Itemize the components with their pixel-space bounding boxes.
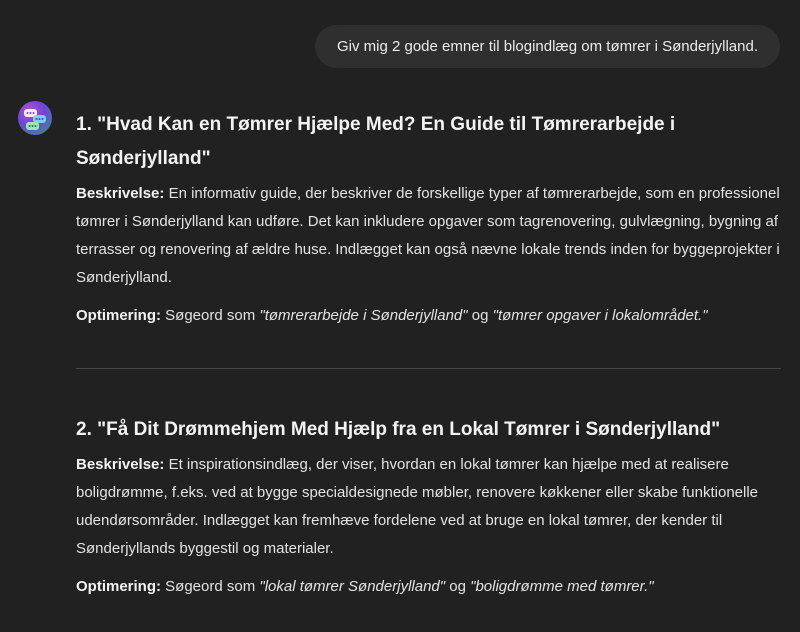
description-label: Beskrivelse:: [76, 185, 165, 202]
keyword-2: "boligdrømme med tømrer.": [470, 578, 654, 595]
optimization-label: Optimering:: [76, 307, 161, 324]
description-text: En informativ guide, der beskriver de forskellige typer af tømrerarbejde, som en professionel tømrer i Sønderjylland kan udføre. Det kan inkludere opgaver som tagrenovering, gulvlægning, bygning af terrasser og renovering af ældre huse. Indlægget kan også nævne lokale trends inden for byggeprojekter i Sønderjylland.: [76, 185, 780, 286]
chat-bubbles-icon: [18, 101, 52, 135]
topic-item-1: [76, 108, 781, 330]
description-text: Et inspirationsindlæg, der viser, hvordan en lokal tømrer kan hjælpe med at realisere boligdrømme, f.eks. ved at bygge specialdesignede møbler, renovere køkkener eller skabe funktionelle udendørsområder. Indlægget kan fremhæve fordelene ved at bruge en lokal tømrer, der kender til Sønderjyllands byggestil og materialer.: [76, 456, 759, 557]
user-message-text: Giv mig 2 gode emner til blogindlæg om tømrer i Sønderjylland.: [336, 38, 758, 55]
topic-item-2: [76, 413, 781, 601]
topic-title-2: 2. "Få Dit Drømmehjem Med Hjælp fra en Lokal Tømrer i Sønderjylland": [76, 419, 721, 440]
keyword-1: "tømrerarbejde i Sønderjylland": [259, 307, 468, 324]
user-message-bubble: [315, 25, 780, 68]
assistant-response: [76, 108, 781, 601]
keyword-conjunction: og: [445, 578, 471, 595]
keyword-1: "lokal tømrer Sønderjylland": [259, 578, 446, 595]
topic-title-1: 1. "Hvad Kan en Tømrer Hjælpe Med? En Guide til Tømrerarbejde i Sønderjylland": [76, 114, 676, 169]
assistant-avatar: [18, 101, 52, 135]
topic-description-1: [76, 180, 781, 292]
description-label: Beskrivelse:: [76, 456, 165, 473]
topic-description-2: [76, 451, 781, 563]
optimization-label: Optimering:: [76, 578, 161, 595]
keyword-conjunction: og: [467, 307, 493, 324]
topic-optimization-2: [76, 573, 781, 601]
keyword-2: "tømrer opgaver i lokalområdet.": [492, 307, 708, 324]
section-divider: [76, 368, 781, 369]
optimization-prefix: Søgeord som: [161, 578, 260, 595]
topic-optimization-1: [76, 302, 781, 330]
optimization-prefix: Søgeord som: [161, 307, 260, 324]
